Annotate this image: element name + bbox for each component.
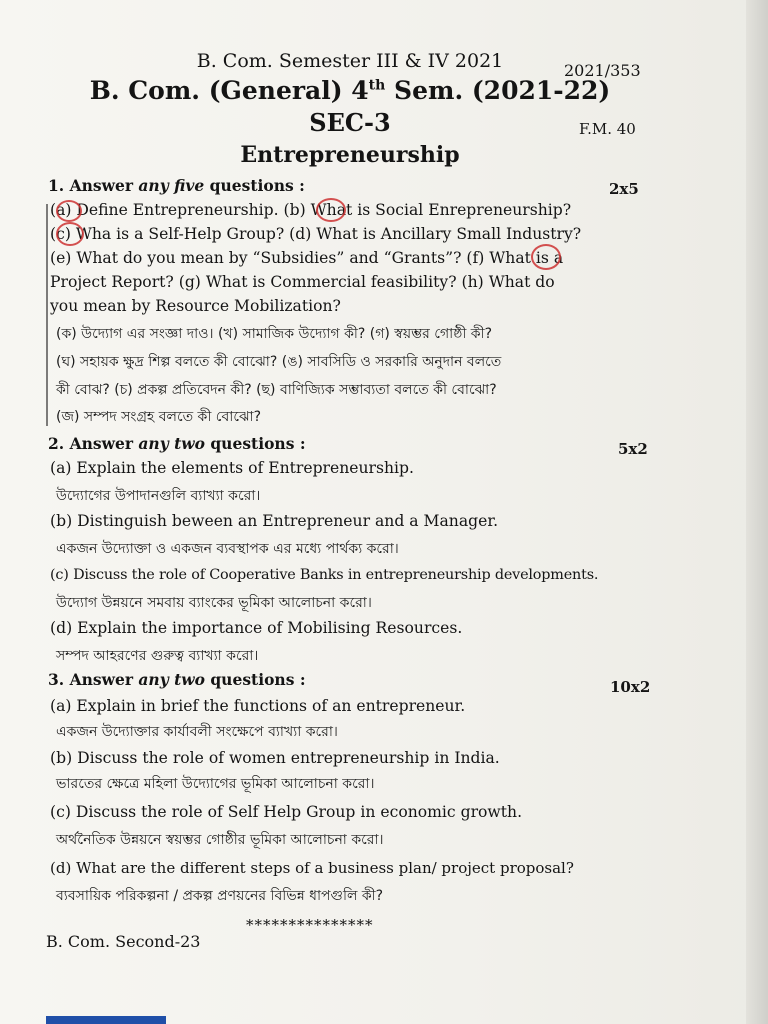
q2-item-bn: একজন উদ্যোক্তা ও একজন ব্যবস্থাপক এর মধ্যে পার্থক্য করো। — [56, 541, 399, 557]
q2-item-en: (b) Distinguish beween an Entrepreneur and a Manager. — [50, 512, 499, 530]
course-title-main: B. Com. (General) 4 — [89, 76, 369, 105]
q1-line: Project Report? (g) What is Commercial feasibility? (h) What do — [50, 273, 555, 291]
q3-marks: 10x2 — [610, 678, 651, 696]
q2-item-bn: উদ্যোগ উন্নয়নে সমবায় ব্যাংকের ভূমিকা আলোচনা করো। — [56, 595, 372, 611]
q1-instruction-post: questions : — [204, 176, 305, 195]
q2-instruction-pre: Answer — [69, 434, 139, 453]
q2-number: 2. — [48, 434, 65, 453]
q1-line: you mean by Resource Mobilization? — [50, 297, 341, 315]
q2-item-bn: উদ্যোগের উপাদানগুলি ব্যাখ্যা করো। — [56, 488, 261, 504]
exam-series-title: B. Com. Semester III & IV 2021 — [196, 50, 504, 72]
margin-pen-line — [46, 204, 48, 426]
q3-instruction-pre: Answer — [69, 670, 139, 689]
q2-marks: 5x2 — [618, 440, 648, 458]
full-marks: F.M. 40 — [579, 120, 636, 138]
pen-circle-mark — [316, 198, 346, 222]
q2-item-bn: সম্পদ আহরণের গুরুত্ব ব্যাখ্যা করো। — [56, 648, 259, 664]
q1-instruction-em: any five — [138, 176, 205, 195]
q2-item-en: (a) Explain the elements of Entrepreneurship. — [50, 459, 414, 477]
course-title-sup: th — [368, 77, 386, 94]
subject-title: Entrepreneurship — [240, 142, 460, 168]
q3-heading — [48, 670, 306, 689]
course-title-end: Sem. (2021-22) — [385, 76, 611, 105]
q3-number: 3. — [48, 670, 65, 689]
q1-number: 1. — [48, 176, 65, 195]
q3-item-en: (b) Discuss the role of women entrepreneurship in India. — [50, 749, 500, 767]
pen-circle-mark — [531, 244, 561, 270]
end-marker: *************** — [246, 916, 374, 934]
q1-instruction-pre: Answer — [69, 176, 139, 195]
q1-heading — [48, 176, 305, 195]
q1-bengali-line: কী বোঝ? (চ) প্রকল্প প্রতিবেদন কী? (ছ) বাণিজ্যিক সম্ভাব্যতা বলতে কী বোঝো? — [56, 382, 497, 398]
pen-circle-mark — [56, 222, 84, 246]
q3-item-en: (d) What are the different steps of a business plan/ project proposal? — [50, 859, 574, 877]
course-title — [0, 76, 700, 105]
q1-bengali-line: (জ) সম্পদ সংগ্রহ বলতে কী বোঝো? — [56, 409, 262, 425]
q2-instruction-em: any two — [138, 434, 205, 453]
q1-bengali-line: (ঘ) সহায়ক ক্ষুদ্র শিল্প বলতে কী বোঝো? (ঙ) সাবসিডি ও সরকারি অনুদান বলতে — [56, 354, 502, 370]
q1-marks: 2x5 — [609, 180, 639, 198]
q1-line: (a) Define Entrepreneurship. (b) What is Social Enrepreneurship? — [50, 201, 572, 219]
q3-instruction-em: any two — [138, 670, 205, 689]
q3-item-en: (a) Explain in brief the functions of an entrepreneur. — [50, 697, 466, 715]
footer-code: B. Com. Second-23 — [46, 932, 201, 951]
q1-line: (e) What do you mean by “Subsidies” and “Grants”? (f) What is a — [50, 249, 564, 267]
paper-section: SEC-3 — [309, 108, 391, 137]
pen-circle-mark — [56, 200, 82, 222]
paper-edge — [746, 0, 768, 1024]
q2-item-en: (d) Explain the importance of Mobilising Resources. — [50, 619, 463, 637]
q3-item-bn: অর্থনৈতিক উন্নয়নে স্বয়ম্ভর গোষ্ঠীর ভূমিকা আলোচনা করো। — [56, 832, 384, 848]
q1-bengali-line: (ক) উদ্যোগ এর সংজ্ঞা দাও। (খ) সামাজিক উদ্যোগ কী? (গ) স্বয়ম্ভর গোষ্ঠী কী? — [56, 326, 493, 342]
q1-line: (c) Wha is a Self-Help Group? (d) What is Ancillary Small Industry? — [50, 225, 582, 243]
q3-item-bn: একজন উদ্যোক্তার কার্যাবলী সংক্ষেপে ব্যাখ্যা করো। — [56, 724, 338, 740]
q2-instruction-post: questions : — [204, 434, 306, 453]
q3-item-bn: ভারতের ক্ষেত্রে মহিলা উদ্যোগের ভূমিকা আলোচনা করো। — [56, 776, 375, 792]
q2-item-en: (c) Discuss the role of Cooperative Banks in entrepreneurship developments. — [50, 567, 599, 583]
q2-heading — [48, 434, 306, 453]
q3-item-bn: ব্যবসায়িক পরিকল্পনা / প্রকল্প প্রণয়নের বিভিন্ন ধাপগুলি কী? — [56, 888, 384, 904]
scan-artifact — [46, 1016, 166, 1024]
q3-instruction-post: questions : — [204, 670, 306, 689]
paper-code: 2021/353 — [564, 61, 641, 80]
q3-item-en: (c) Discuss the role of Self Help Group in economic growth. — [50, 803, 523, 821]
